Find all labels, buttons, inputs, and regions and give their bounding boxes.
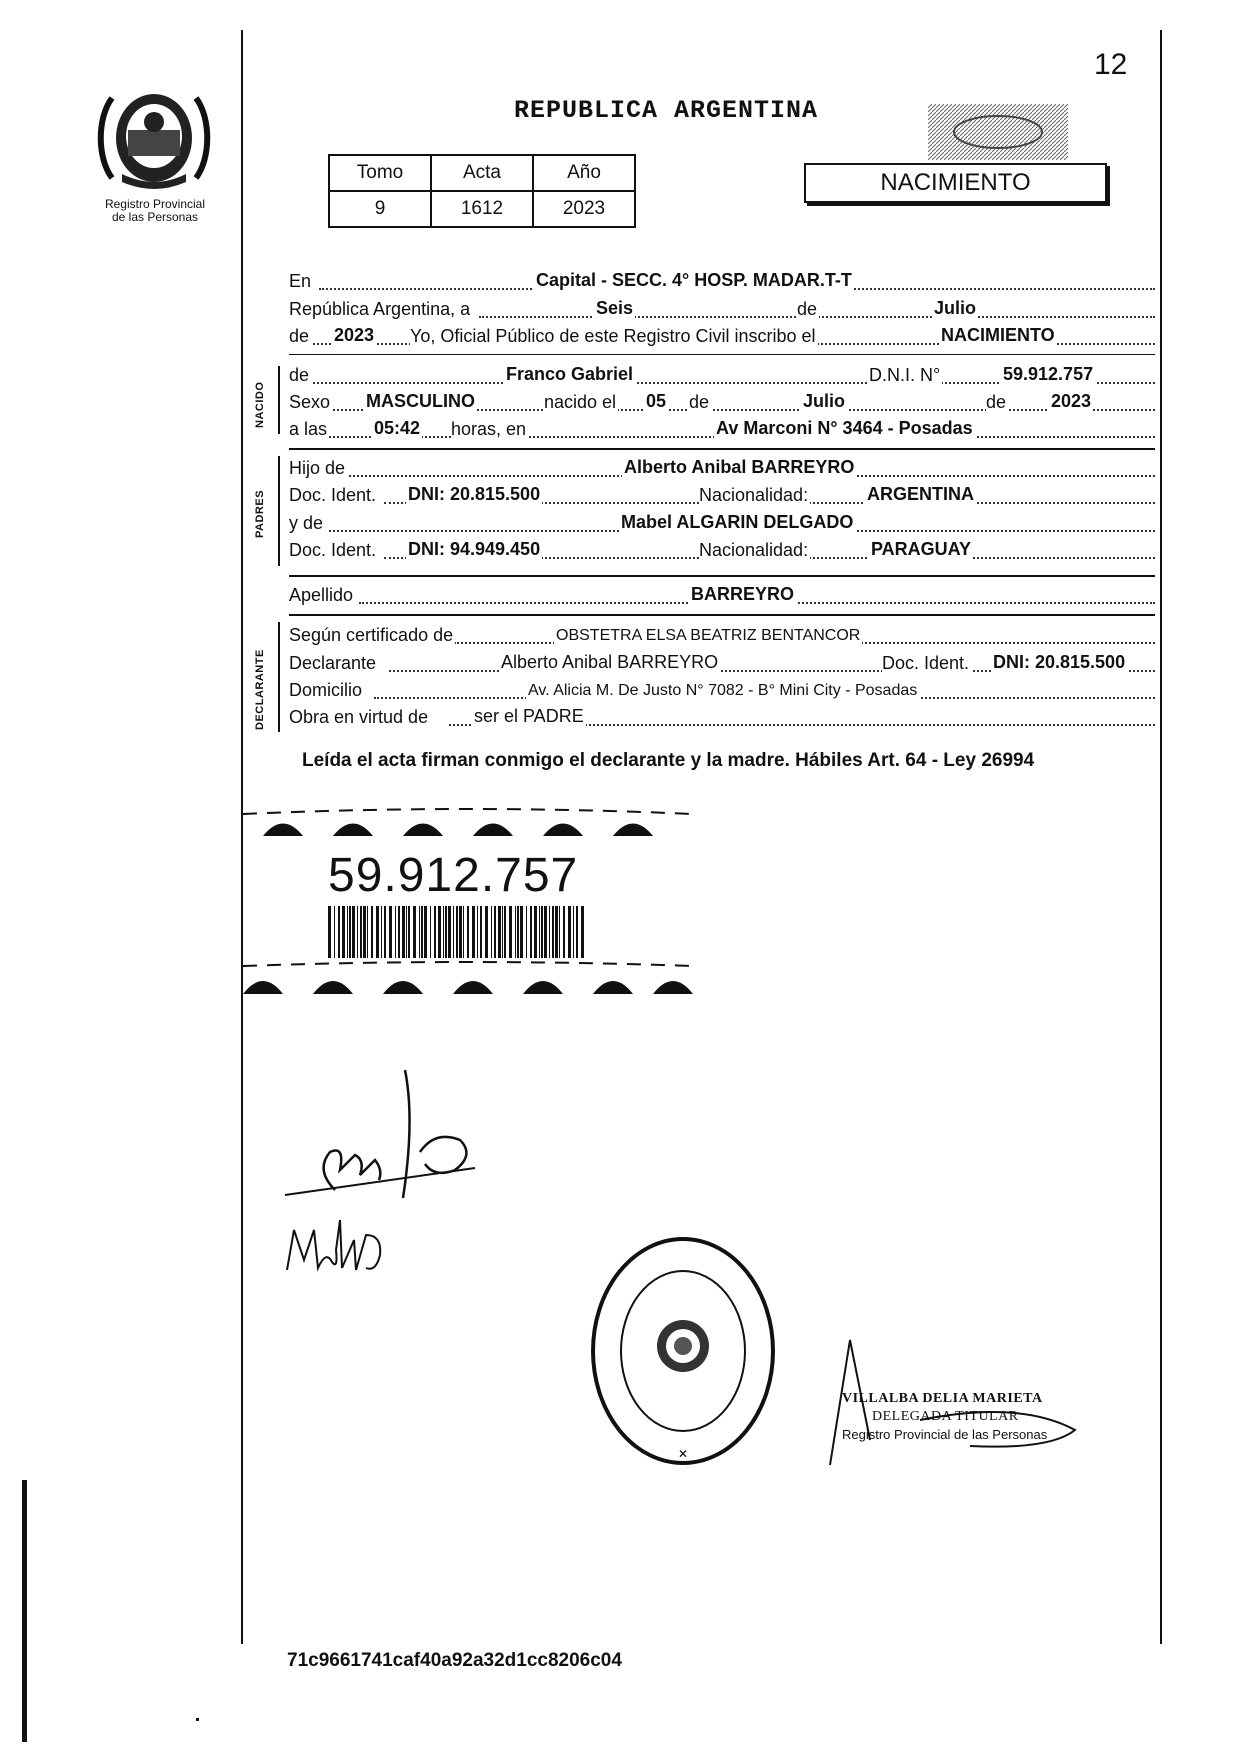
svg-text:✕: ✕	[677, 1447, 689, 1461]
record-header-anio: Año	[533, 155, 635, 191]
row-declarante: Declarante Alberto Anibal BARREYRO Doc. Ident. DNI: 20.815.500	[289, 650, 1155, 676]
province-logo	[92, 78, 216, 190]
closing-note: Leída el acta firman conmigo el declarante y la madre. Hábiles Art. 64 - Ley 26994	[302, 750, 1035, 771]
birth-place-section: Capital - SECC. 4° HOSP. MADAR.T-T	[536, 270, 852, 290]
row-en: En Capital - SECC. 4° HOSP. MADAR.T-T	[289, 268, 1155, 294]
record-value-anio: 2023	[533, 191, 635, 227]
child-name: Franco Gabriel	[506, 364, 634, 384]
dni-strip-top-pattern	[243, 806, 693, 840]
document-hash: 71c9661741caf40a92a32d1cc8206c04	[287, 1650, 622, 1671]
dni-strip-number: 59.912.757	[328, 849, 579, 902]
bottom-left-bar	[22, 1480, 27, 1742]
record-value-acta: 1612	[431, 191, 533, 227]
record-table	[328, 154, 636, 228]
row-nacido-hora: a las 05:42 horas, en Av Marconi N° 3464 - Posadas	[289, 416, 1155, 442]
mother-signature	[282, 1210, 402, 1280]
row-republica: República Argentina, a Seis de Julio	[289, 296, 1155, 322]
row-y-de: y de Mabel ALGARIN DELGADO	[289, 510, 1155, 536]
act-type-box: NACIMIENTO	[804, 163, 1107, 203]
page-number: 12	[1094, 48, 1128, 81]
record-header-acta: Acta	[431, 155, 533, 191]
row-domicilio: Domicilio Av. Alicia M. De Justo N° 7082 - B° Mini City - Posadas	[289, 677, 1155, 703]
row-apellido: Apellido BARREYRO	[289, 582, 1155, 608]
mother-name: Mabel ALGARIN DELGADO	[621, 512, 854, 532]
security-stamp	[928, 104, 1068, 160]
record-header-tomo: Tomo	[329, 155, 431, 191]
child-dni: 59.912.757	[1003, 364, 1094, 384]
row-mother-doc: Doc. Ident. DNI: 94.949.450 Nacionalidad: PARAGUAY	[289, 537, 1155, 563]
page-title: REPUBLICA ARGENTINA	[514, 96, 819, 125]
row-nacido-sexo: Sexo MASCULINO nacido el 05 de Julio de 2023	[289, 389, 1155, 415]
father-name: Alberto Anibal BARREYRO	[624, 457, 855, 477]
section-label-declarante: DECLARANTE	[254, 649, 266, 730]
row-nacido-name: de Franco Gabriel D.N.I. N° 59.912.757	[289, 362, 1155, 388]
section-label-padres: PADRES	[254, 489, 266, 538]
row-obra: Obra en virtud de ser el PADRE	[289, 704, 1155, 730]
right-margin-line	[1160, 30, 1162, 1644]
row-hijo-de: Hijo de Alberto Anibal BARREYRO	[289, 455, 1155, 481]
row-father-doc: Doc. Ident. DNI: 20.815.500 Nacionalidad: ARGENTINA	[289, 482, 1155, 508]
record-value-tomo: 9	[329, 191, 431, 227]
surname: BARREYRO	[691, 584, 795, 604]
stray-dot	[196, 1718, 199, 1721]
declarant-signature	[275, 1060, 495, 1200]
logo-caption: Registro Provincial de las Personas	[104, 197, 206, 224]
dni-strip-bottom-pattern	[243, 960, 693, 996]
section-label-nacido: NACIDO	[254, 381, 266, 428]
barcode	[328, 906, 590, 958]
row-certificado: Según certificado de OBSTETRA ELSA BEATRIZ BENTANCOR	[289, 622, 1155, 648]
official-stamp-text: VILLALBA DELIA MARIETA DELEGADA TITULAR Registro Provincial de las Personas	[842, 1391, 1048, 1442]
row-inscribe: de 2023 Yo, Oficial Público de este Registro Civil inscribo el NACIMIENTO	[289, 323, 1155, 349]
official-seal	[588, 1234, 778, 1468]
